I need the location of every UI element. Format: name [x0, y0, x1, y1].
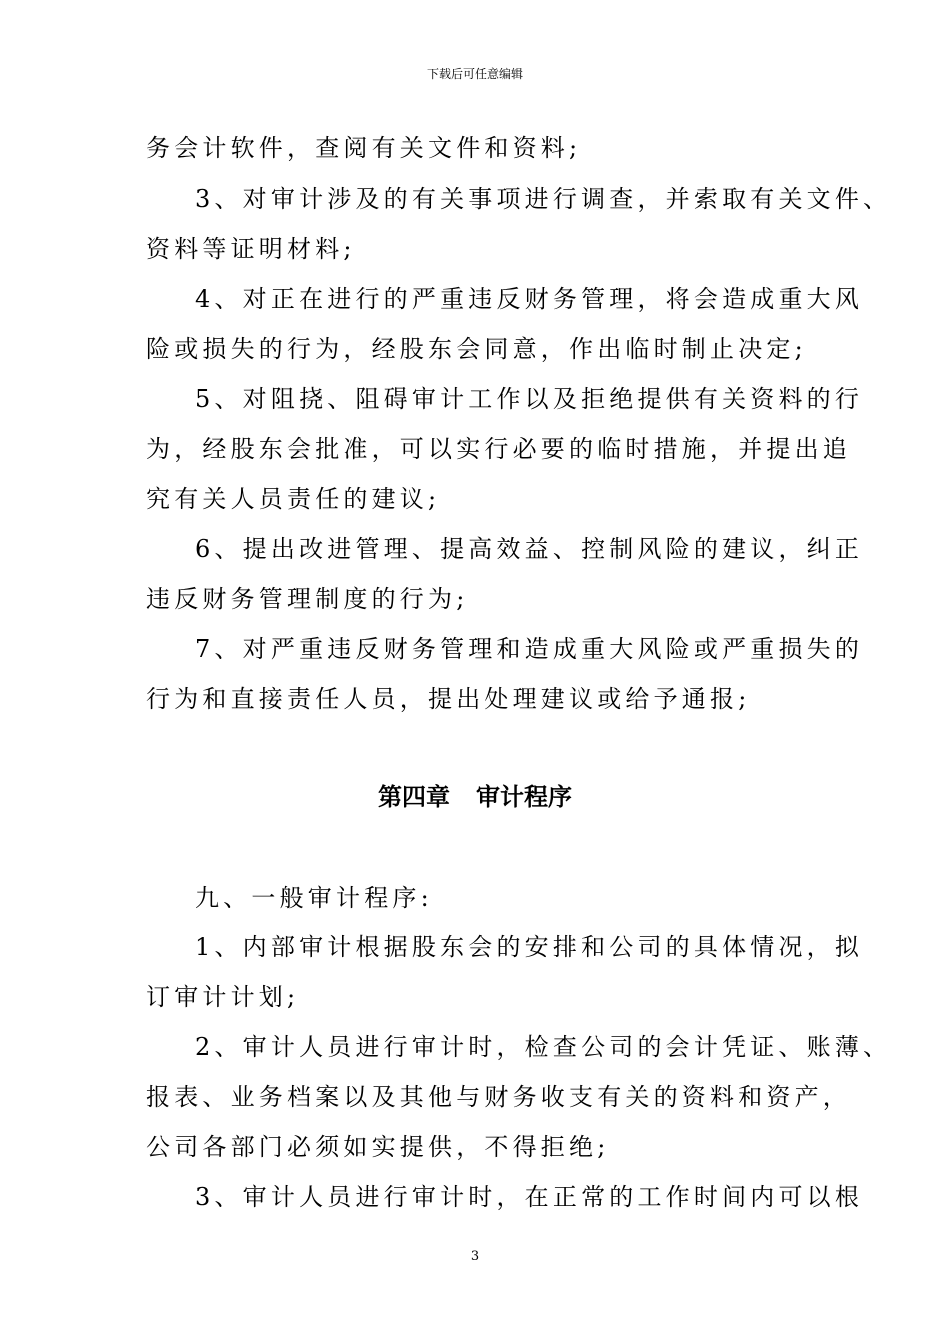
body-line: 资料等证明材料;: [146, 235, 356, 263]
body-line: 2、审计人员进行审计时，检查公司的会计凭证、账薄、: [195, 1033, 892, 1061]
body-line: 1、内部审计根据股东会的安排和公司的具体情况，拟: [195, 933, 864, 961]
body-line: 究有关人员责任的建议;: [146, 485, 441, 513]
body-line: 3、审计人员进行审计时，在正常的工作时间内可以根: [195, 1183, 864, 1211]
body-line: 违反财务管理制度的行为;: [146, 585, 469, 613]
body-line: 订审计计划;: [146, 983, 300, 1011]
chapter-title: 审计程序: [476, 783, 572, 811]
body-line: 7、对严重违反财务管理和造成重大风险或严重损失的: [195, 635, 864, 663]
body-line: 报表、业务档案以及其他与财务收支有关的资料和资产，: [146, 1083, 851, 1111]
body-line: 为，经股东会批准，可以实行必要的临时措施，并提出追: [146, 435, 851, 463]
body-line: 公司各部门必须如实提供，不得拒绝;: [146, 1133, 610, 1161]
body-line: 6、提出改进管理、提高效益、控制风险的建议，纠正: [195, 535, 864, 563]
body-line: 险或损失的行为，经股东会同意，作出临时制止决定;: [146, 335, 807, 363]
body-line: 九、一般审计程序:: [195, 884, 433, 912]
body-line: 3、对审计涉及的有关事项进行调查，并索取有关文件、: [195, 185, 892, 213]
body-line: 务会计软件，查阅有关文件和资料;: [146, 134, 582, 162]
page-number: 3: [470, 1249, 480, 1264]
chapter-number: 第四章: [378, 783, 450, 811]
body-line: 4、对正在进行的严重违反财务管理，将会造成重大风: [195, 285, 864, 313]
page-header: 下载后可任意编辑: [426, 67, 523, 81]
body-line: 5、对阻挠、阻碍审计工作以及拒绝提供有关资料的行: [195, 385, 864, 413]
body-line: 行为和直接责任人员，提出处理建议或给予通报;: [146, 685, 751, 713]
chapter-heading: [0, 782, 950, 812]
